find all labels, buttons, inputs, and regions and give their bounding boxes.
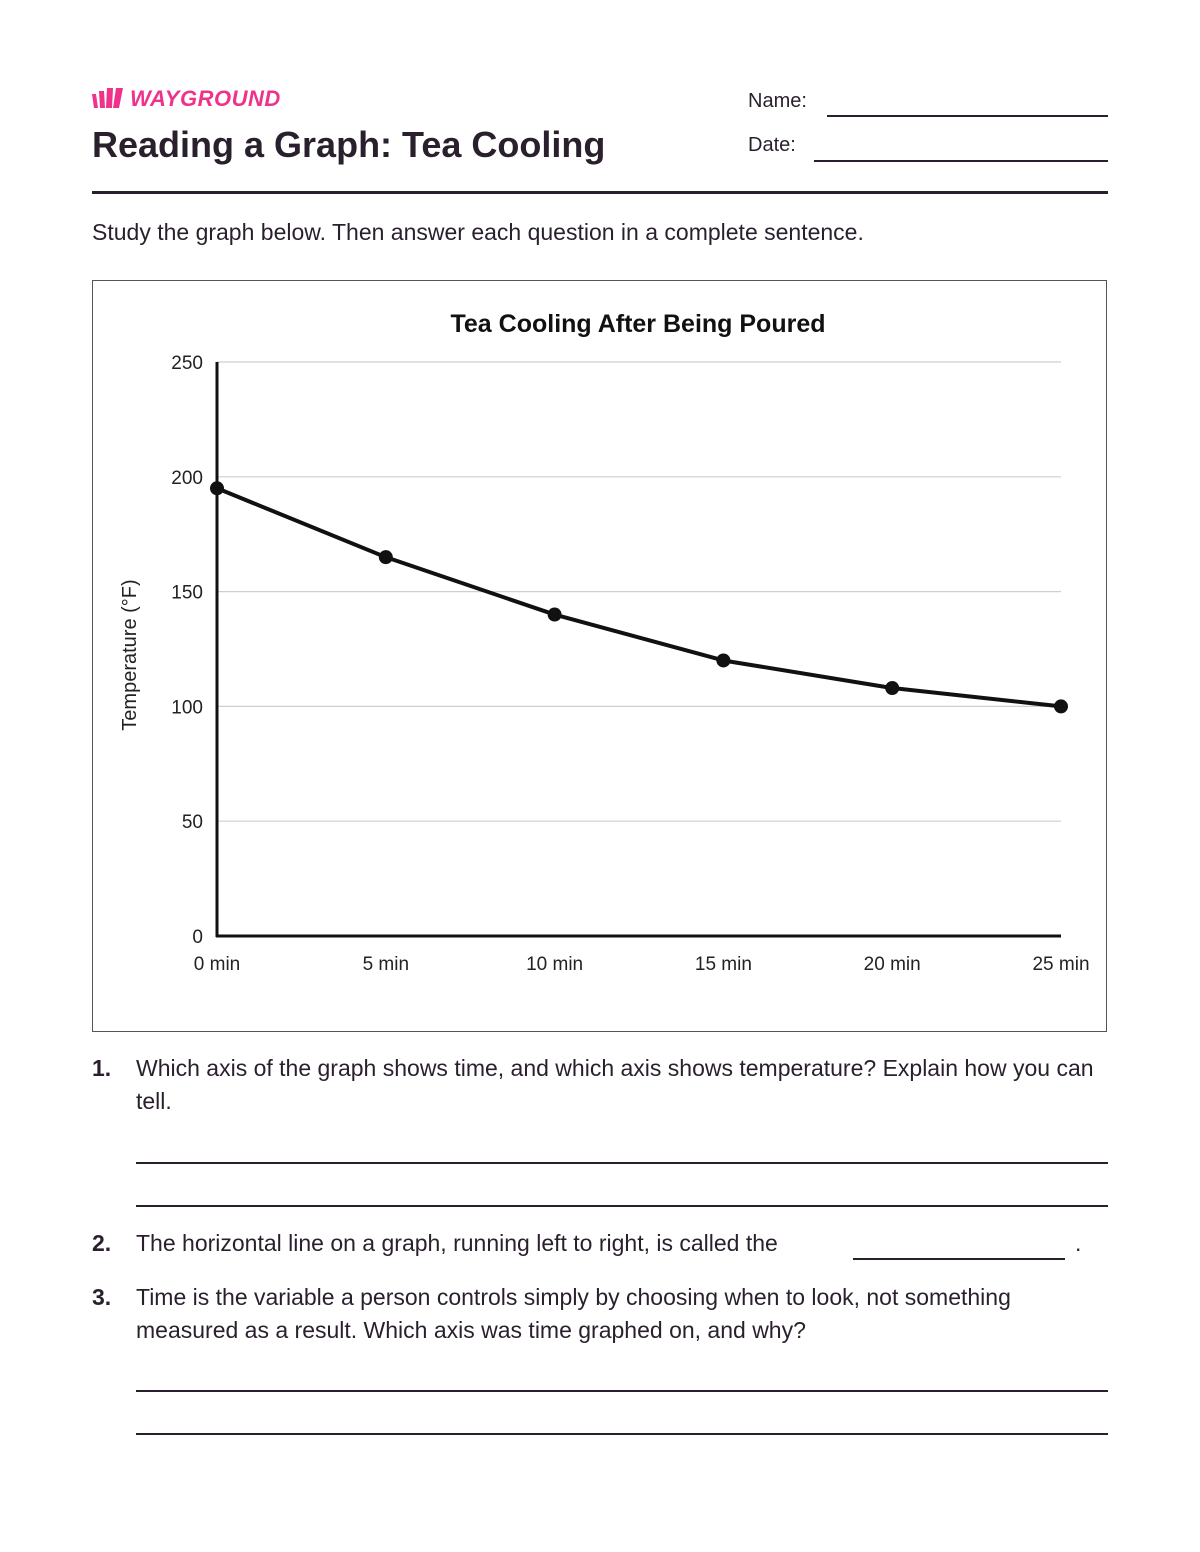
x-tick-label: 15 min: [694, 954, 752, 975]
y-axis-label: Temperature (°F): [119, 579, 141, 731]
data-point: [379, 550, 393, 564]
fill-in-blank[interactable]: [853, 1258, 1065, 1260]
line-chart: [93, 281, 1108, 1033]
data-point: [885, 681, 899, 695]
date-label: Date:: [748, 134, 796, 156]
answer-line-1a[interactable]: [136, 1162, 1108, 1164]
instructions: Study the graph below. Then answer each question in a complete sentence.: [92, 219, 864, 245]
data-point: [548, 608, 562, 622]
question-1-text: Which axis of the graph shows time, and which axis shows temperature? Explain how you can tell.: [136, 1055, 1094, 1114]
brand-name: WAYGROUND: [130, 86, 281, 111]
header-divider: [92, 191, 1108, 194]
y-tick-label: 0: [192, 927, 203, 948]
date-field[interactable]: [814, 160, 1108, 162]
brand-logo: [92, 86, 281, 112]
x-tick-label: 25 min: [1032, 954, 1090, 975]
x-tick-label: 20 min: [863, 954, 921, 975]
wayground-logo-icon: [92, 86, 124, 112]
answer-line-3b[interactable]: [136, 1433, 1108, 1435]
name-label: Name:: [748, 90, 807, 112]
y-tick-label: 250: [171, 353, 203, 374]
x-tick-label: 5 min: [362, 954, 410, 975]
y-tick-label: 50: [181, 812, 203, 834]
question-1-number: 1.: [92, 1055, 112, 1081]
y-tick-label: 150: [171, 582, 203, 604]
y-tick-label: 100: [171, 697, 203, 719]
question-2-period: .: [1075, 1230, 1082, 1256]
data-point: [716, 653, 730, 667]
y-tick-label: 200: [171, 467, 203, 489]
chart-frame: [92, 280, 1107, 1032]
series-line: [217, 488, 1061, 706]
page-title: Reading a Graph: Tea Cooling: [92, 124, 606, 165]
data-point: [210, 481, 224, 495]
answer-line-3a[interactable]: [136, 1390, 1108, 1392]
question-2-text: The horizontal line on a graph, running left to right, is called the: [136, 1230, 778, 1256]
x-tick-label: 10 min: [526, 954, 584, 975]
chart-title: Tea Cooling After Being Poured: [450, 310, 826, 338]
question-3-number: 3.: [92, 1284, 112, 1310]
question-2-number: 2.: [92, 1230, 112, 1256]
x-tick-label: 0 min: [193, 954, 241, 975]
data-point: [1054, 699, 1068, 713]
answer-line-1b[interactable]: [136, 1205, 1108, 1207]
question-3-text: Time is the variable a person controls simply by choosing when to look, not something measured as a result. Which axis was time graphed on, and why?: [136, 1284, 1011, 1343]
name-field[interactable]: [827, 115, 1108, 117]
